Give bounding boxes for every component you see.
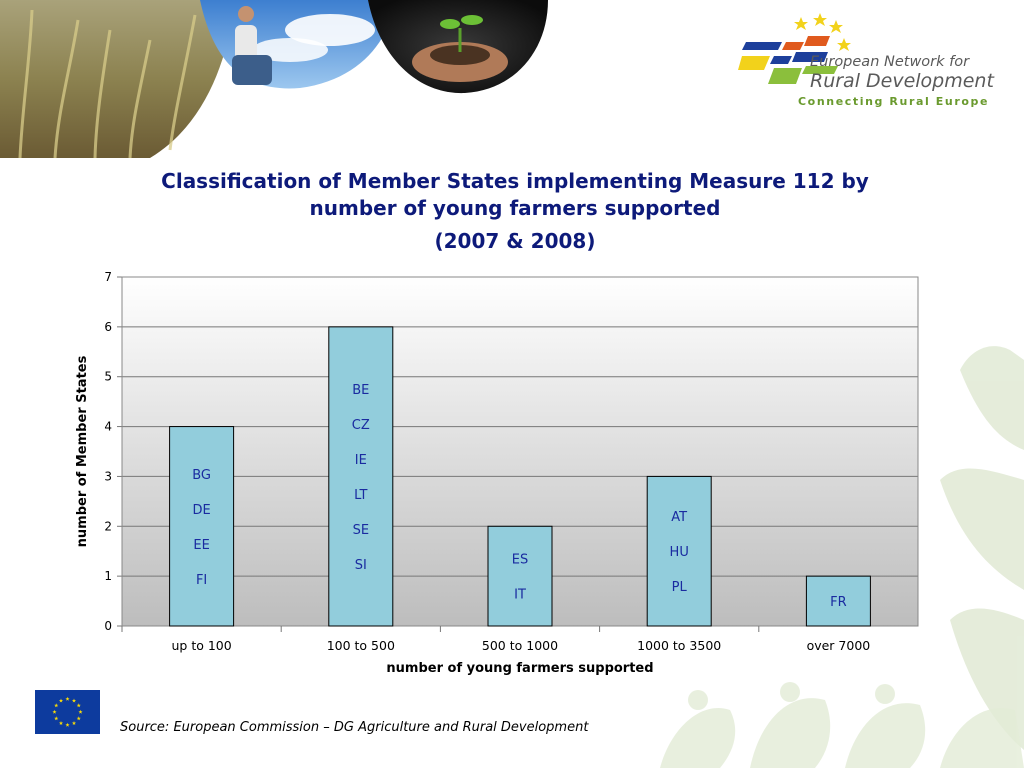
y-tick-label: 6 [104,319,112,334]
bar-data-label: EE [193,537,210,553]
eu-flag-icon [35,690,100,734]
x-tick-label: 1000 to 3500 [637,638,722,653]
y-tick-label: 0 [104,619,112,633]
source-note: Source: European Commission – DG Agriculture and Rural Development [120,720,589,735]
bar [488,526,552,626]
y-tick-label: 3 [104,469,112,484]
logo-text-line1: European Network for [810,54,970,70]
bar-data-label: BG [192,467,211,483]
title-line-2: number of young farmers supported [309,196,721,220]
title-line-1: Classification of Member States implementing Measure 112 by [161,169,869,193]
y-tick-label: 1 [104,569,112,584]
bar-chart [60,265,940,680]
y-tick-label: 5 [104,369,112,384]
y-axis-title: number of Member States [75,355,90,548]
bar-data-label: DE [192,502,211,518]
bar [329,327,393,626]
bar-data-label: BE [352,382,370,398]
bar-data-label: HU [669,545,689,561]
bar-data-label: CZ [351,417,370,433]
bar-data-label: AT [671,510,688,526]
x-tick-label: up to 100 [171,638,232,653]
bar [170,427,234,626]
x-tick-label: over 7000 [806,638,871,653]
y-tick-label: 2 [104,519,112,534]
bar-data-label: ES [511,552,529,568]
bar-data-label: SI [354,557,367,573]
chart-subtitle: (2007 & 2008) [434,229,596,253]
y-tick-label: 4 [104,419,112,434]
header-photo-banner [0,0,560,160]
x-axis-title: number of young farmers supported [386,661,654,676]
bar-data-label: SE [352,522,370,538]
bar-data-label: PL [671,580,687,596]
logo-tagline: Connecting Rural Europe [798,95,990,108]
logo-text-line2: Rural Development [810,70,994,92]
bar-data-label: IE [354,452,367,468]
x-tick-label: 500 to 1000 [481,638,559,653]
chart-title [120,168,910,222]
decorative-figures-bottom [640,680,1024,768]
bar-data-label: LT [354,487,368,503]
x-tick-label: 100 to 500 [326,638,395,653]
bar-data-label: FR [830,595,847,611]
y-tick-label: 7 [104,270,112,284]
bar-data-label: FI [195,572,208,588]
bar-data-label: IT [514,587,526,603]
enrd-logo [738,12,1008,112]
